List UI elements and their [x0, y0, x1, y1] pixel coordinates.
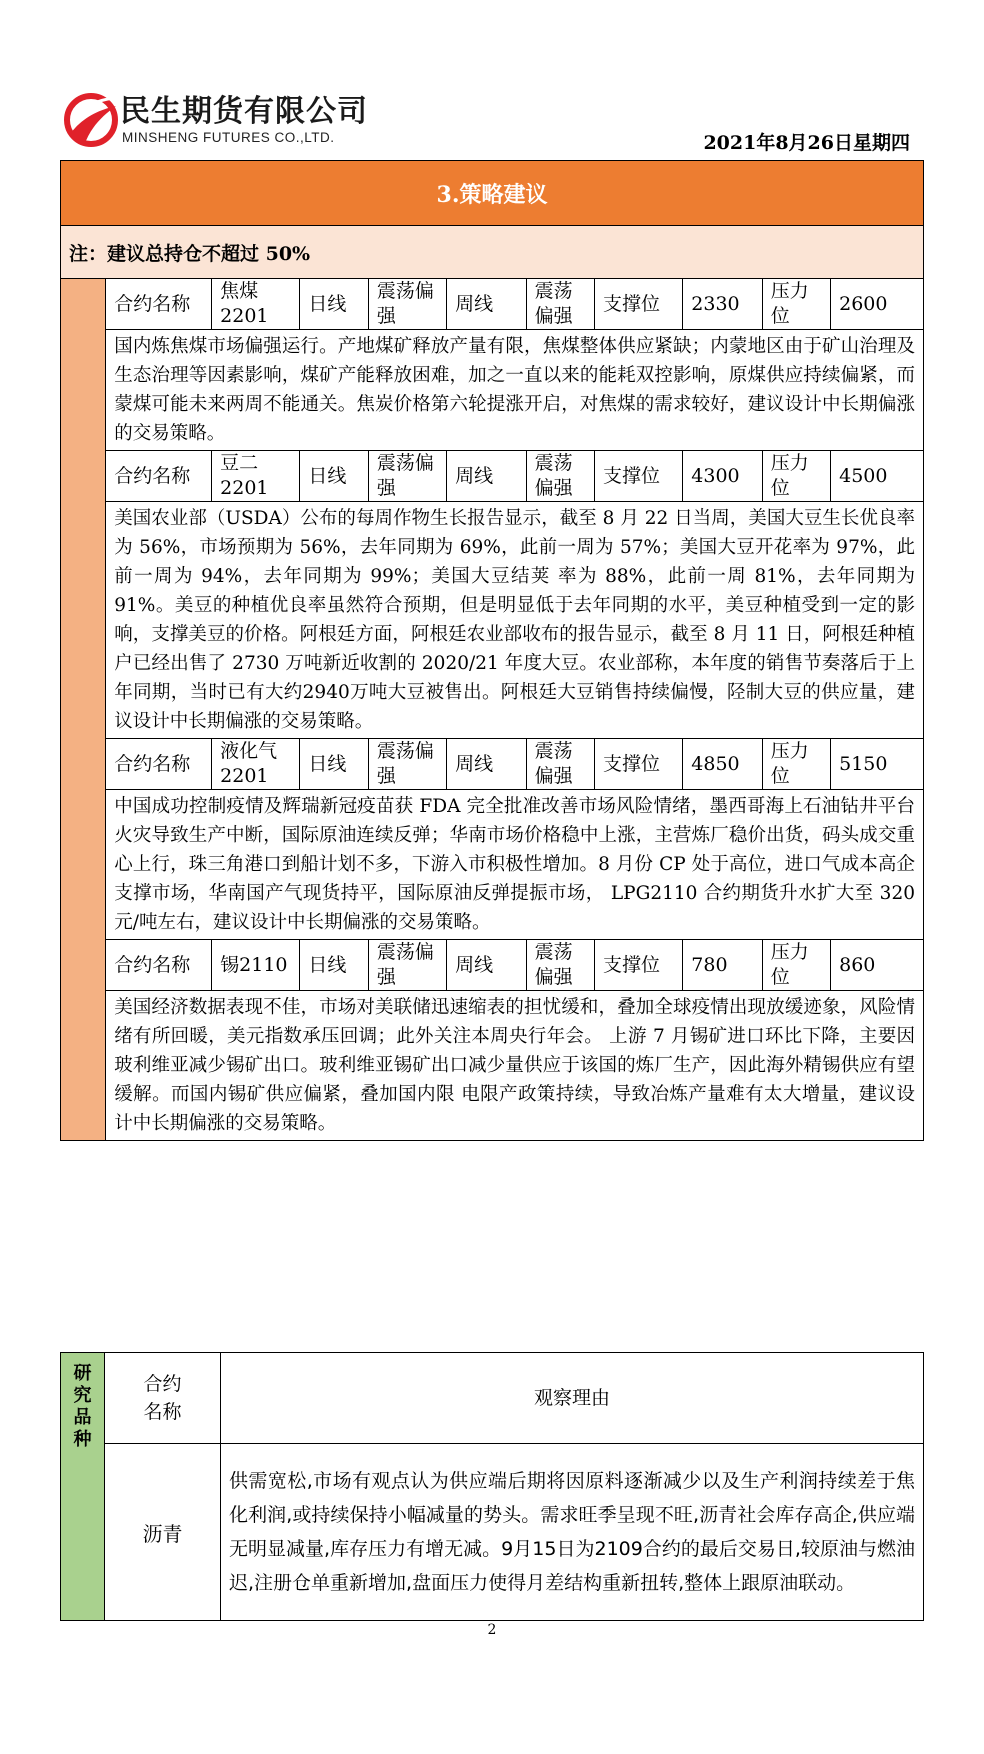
- obs-reason: 供需宽松,市场有观点认为供应端后期将因原料逐渐减少以及生产利润持续差于焦化利润,或持续保持小幅减量的势头。需求旺季呈现不旺,沥青社会库存高企,供应端无明显减量,库存压力有增无减。9月15日为2109合约的最后交易日,较原油与燃油迟,注册仓单重新增加,盘面压力使得月差结构重新扭转,整体上跟原油联动。: [221, 1444, 924, 1621]
- weekly-label: 周线: [447, 739, 526, 790]
- contract-label: 合约名称: [106, 940, 212, 991]
- research-category: [61, 1353, 105, 1621]
- daily-trend: 震荡偏强: [368, 279, 446, 330]
- support-label: 支撑位: [595, 451, 683, 502]
- resistance-label: 压力位: [762, 279, 830, 330]
- side-band: [61, 279, 106, 1141]
- support-value: 4300: [683, 451, 762, 502]
- support-label: 支撑位: [595, 739, 683, 790]
- company-logo: [64, 86, 368, 156]
- report-date: 2021年8月26日星期四: [703, 132, 910, 154]
- resistance-value: 860: [831, 940, 924, 991]
- daily-label: 日线: [300, 451, 368, 502]
- support-value: 4850: [683, 739, 762, 790]
- contract-name: 豆二2201: [212, 451, 300, 502]
- contract-label: 合约名称: [106, 279, 212, 330]
- resistance-value: 2600: [831, 279, 924, 330]
- daily-trend: 震荡偏强: [368, 940, 446, 991]
- position-note: 注：建议总持仓不超过 50%: [61, 226, 924, 279]
- research-category-label: 研究品种: [73, 1363, 92, 1450]
- contract-name: 焦煤2201: [212, 279, 300, 330]
- support-value: 780: [683, 940, 762, 991]
- strategy-table: [60, 160, 924, 1141]
- weekly-label: 周线: [447, 940, 526, 991]
- resistance-value: 4500: [831, 451, 924, 502]
- contract-header-row: [61, 451, 924, 502]
- contract-header-row: [61, 279, 924, 330]
- page-number: 2: [487, 1622, 497, 1638]
- daily-label: 日线: [300, 279, 368, 330]
- contract-name: 液化气2201: [212, 739, 300, 790]
- minsheng-logo-icon: [64, 88, 118, 150]
- obs-contract-header: [105, 1353, 221, 1444]
- section-title: 3.策略建议: [61, 161, 924, 226]
- weekly-trend: 震荡偏强: [526, 940, 594, 991]
- weekly-trend: 震荡偏强: [526, 279, 594, 330]
- daily-label: 日线: [300, 739, 368, 790]
- daily-label: 日线: [300, 940, 368, 991]
- contract-analysis: 美国经济数据表现不佳，市场对美联储迅速缩表的担忧缓和，叠加全球疫情出现放缓迹象，风险情绪有所回暖，美元指数承压回调；此外关注本周央行年会。 上游 7 月锡矿进口环比下降，主要因玻利维亚减少锡矿出口。玻利维亚锡矿出口减少量供应于该国的炼厂生产，因此海外精锡供应有望缓解。而国内锡矿供应偏紧，叠加国内限 电限产政策持续，导致冶炼产量难有太大增量，建议设计中长期偏涨的交易策略。: [106, 991, 924, 1141]
- contract-analysis: 美国农业部（USDA）公布的每周作物生长报告显示，截至 8 月 22 日当周，美国大豆生长优良率为 56%，市场预期为 56%，去年同期为 69%，此前一周为 57%；美国大豆开花率为 97%，此前一周为 94%，去年同期为 99%；美国大豆结荚 率为 88%，此前一周 81%，去年同期为91%。美豆的种植优良率虽然符合预期，但是明显低于去年同期的水平，美豆种植受到一定的影响，支撑美豆的价格。阿根廷方面，阿根廷农业部收布的报告显示，截至 8 月 11 日，阿根廷种植户已经出售了 2730 万吨新近收割的 2020/21 年度大豆。农业部称，本年度的销售节奏落后于上年同期，当时已有大约2940万吨大豆被售出。阿根廷大豆销售持续偏慢，陉制大豆的供应量，建议设计中长期偏涨的交易策略。: [106, 502, 924, 739]
- obs-reason-header: 观察理由: [221, 1353, 924, 1444]
- resistance-label: 压力位: [762, 739, 830, 790]
- weekly-trend: 震荡偏强: [526, 451, 594, 502]
- support-value: 2330: [683, 279, 762, 330]
- resistance-label: 压力位: [762, 451, 830, 502]
- contract-header-row: [61, 739, 924, 790]
- support-label: 支撑位: [595, 279, 683, 330]
- resistance-label: 压力位: [762, 940, 830, 991]
- weekly-label: 周线: [447, 451, 526, 502]
- company-name-en: MINSHENG FUTURES CO.,LTD.: [122, 130, 335, 145]
- observation-table: [60, 1352, 924, 1621]
- contract-header-row: [61, 940, 924, 991]
- contract-name: 锡2110: [212, 940, 300, 991]
- obs-contract-header-label: 合约名称: [143, 1373, 182, 1423]
- daily-trend: 震荡偏强: [368, 451, 446, 502]
- contract-analysis: 国内炼焦煤市场偏强运行。产地煤矿释放产量有限，焦煤整体供应紧缺；内蒙地区由于矿山治理及生态治理等因素影响，煤矿产能释放困难，加之一直以来的能耗双控影响，原煤供应持续偏紧，而蒙煤可能未来两周不能通关。焦炭价格第六轮提涨开启，对焦煤的需求较好，建议设计中长期偏涨的交易策略。: [106, 330, 924, 451]
- weekly-trend: 震荡偏强: [526, 739, 594, 790]
- contract-label: 合约名称: [106, 451, 212, 502]
- contract-label: 合约名称: [106, 739, 212, 790]
- daily-trend: 震荡偏强: [368, 739, 446, 790]
- contract-analysis: 中国成功控制疫情及辉瑞新冠疫苗获 FDA 完全批准改善市场风险情绪，墨西哥海上石油钻井平台火灾导致生产中断，国际原油连续反弹；华南市场价格稳中上涨，主营炼厂稳价出货，码头成交重心上行，珠三角港口到船计划不多，下游入市积极性增加。8 月份 CP 处于高位，进口气成本高企支撑市场，华南国产气现货持平，国际原油反弹提振市场， LPG2110 合约期货升水扩大至 320 元/吨左右，建议设计中长期偏涨的交易策略。: [106, 790, 924, 940]
- resistance-value: 5150: [831, 739, 924, 790]
- weekly-label: 周线: [447, 279, 526, 330]
- observation-row: [61, 1444, 924, 1621]
- obs-contract-name: 沥青: [105, 1444, 221, 1621]
- support-label: 支撑位: [595, 940, 683, 991]
- company-name-cn: 民生期货有限公司: [120, 94, 368, 129]
